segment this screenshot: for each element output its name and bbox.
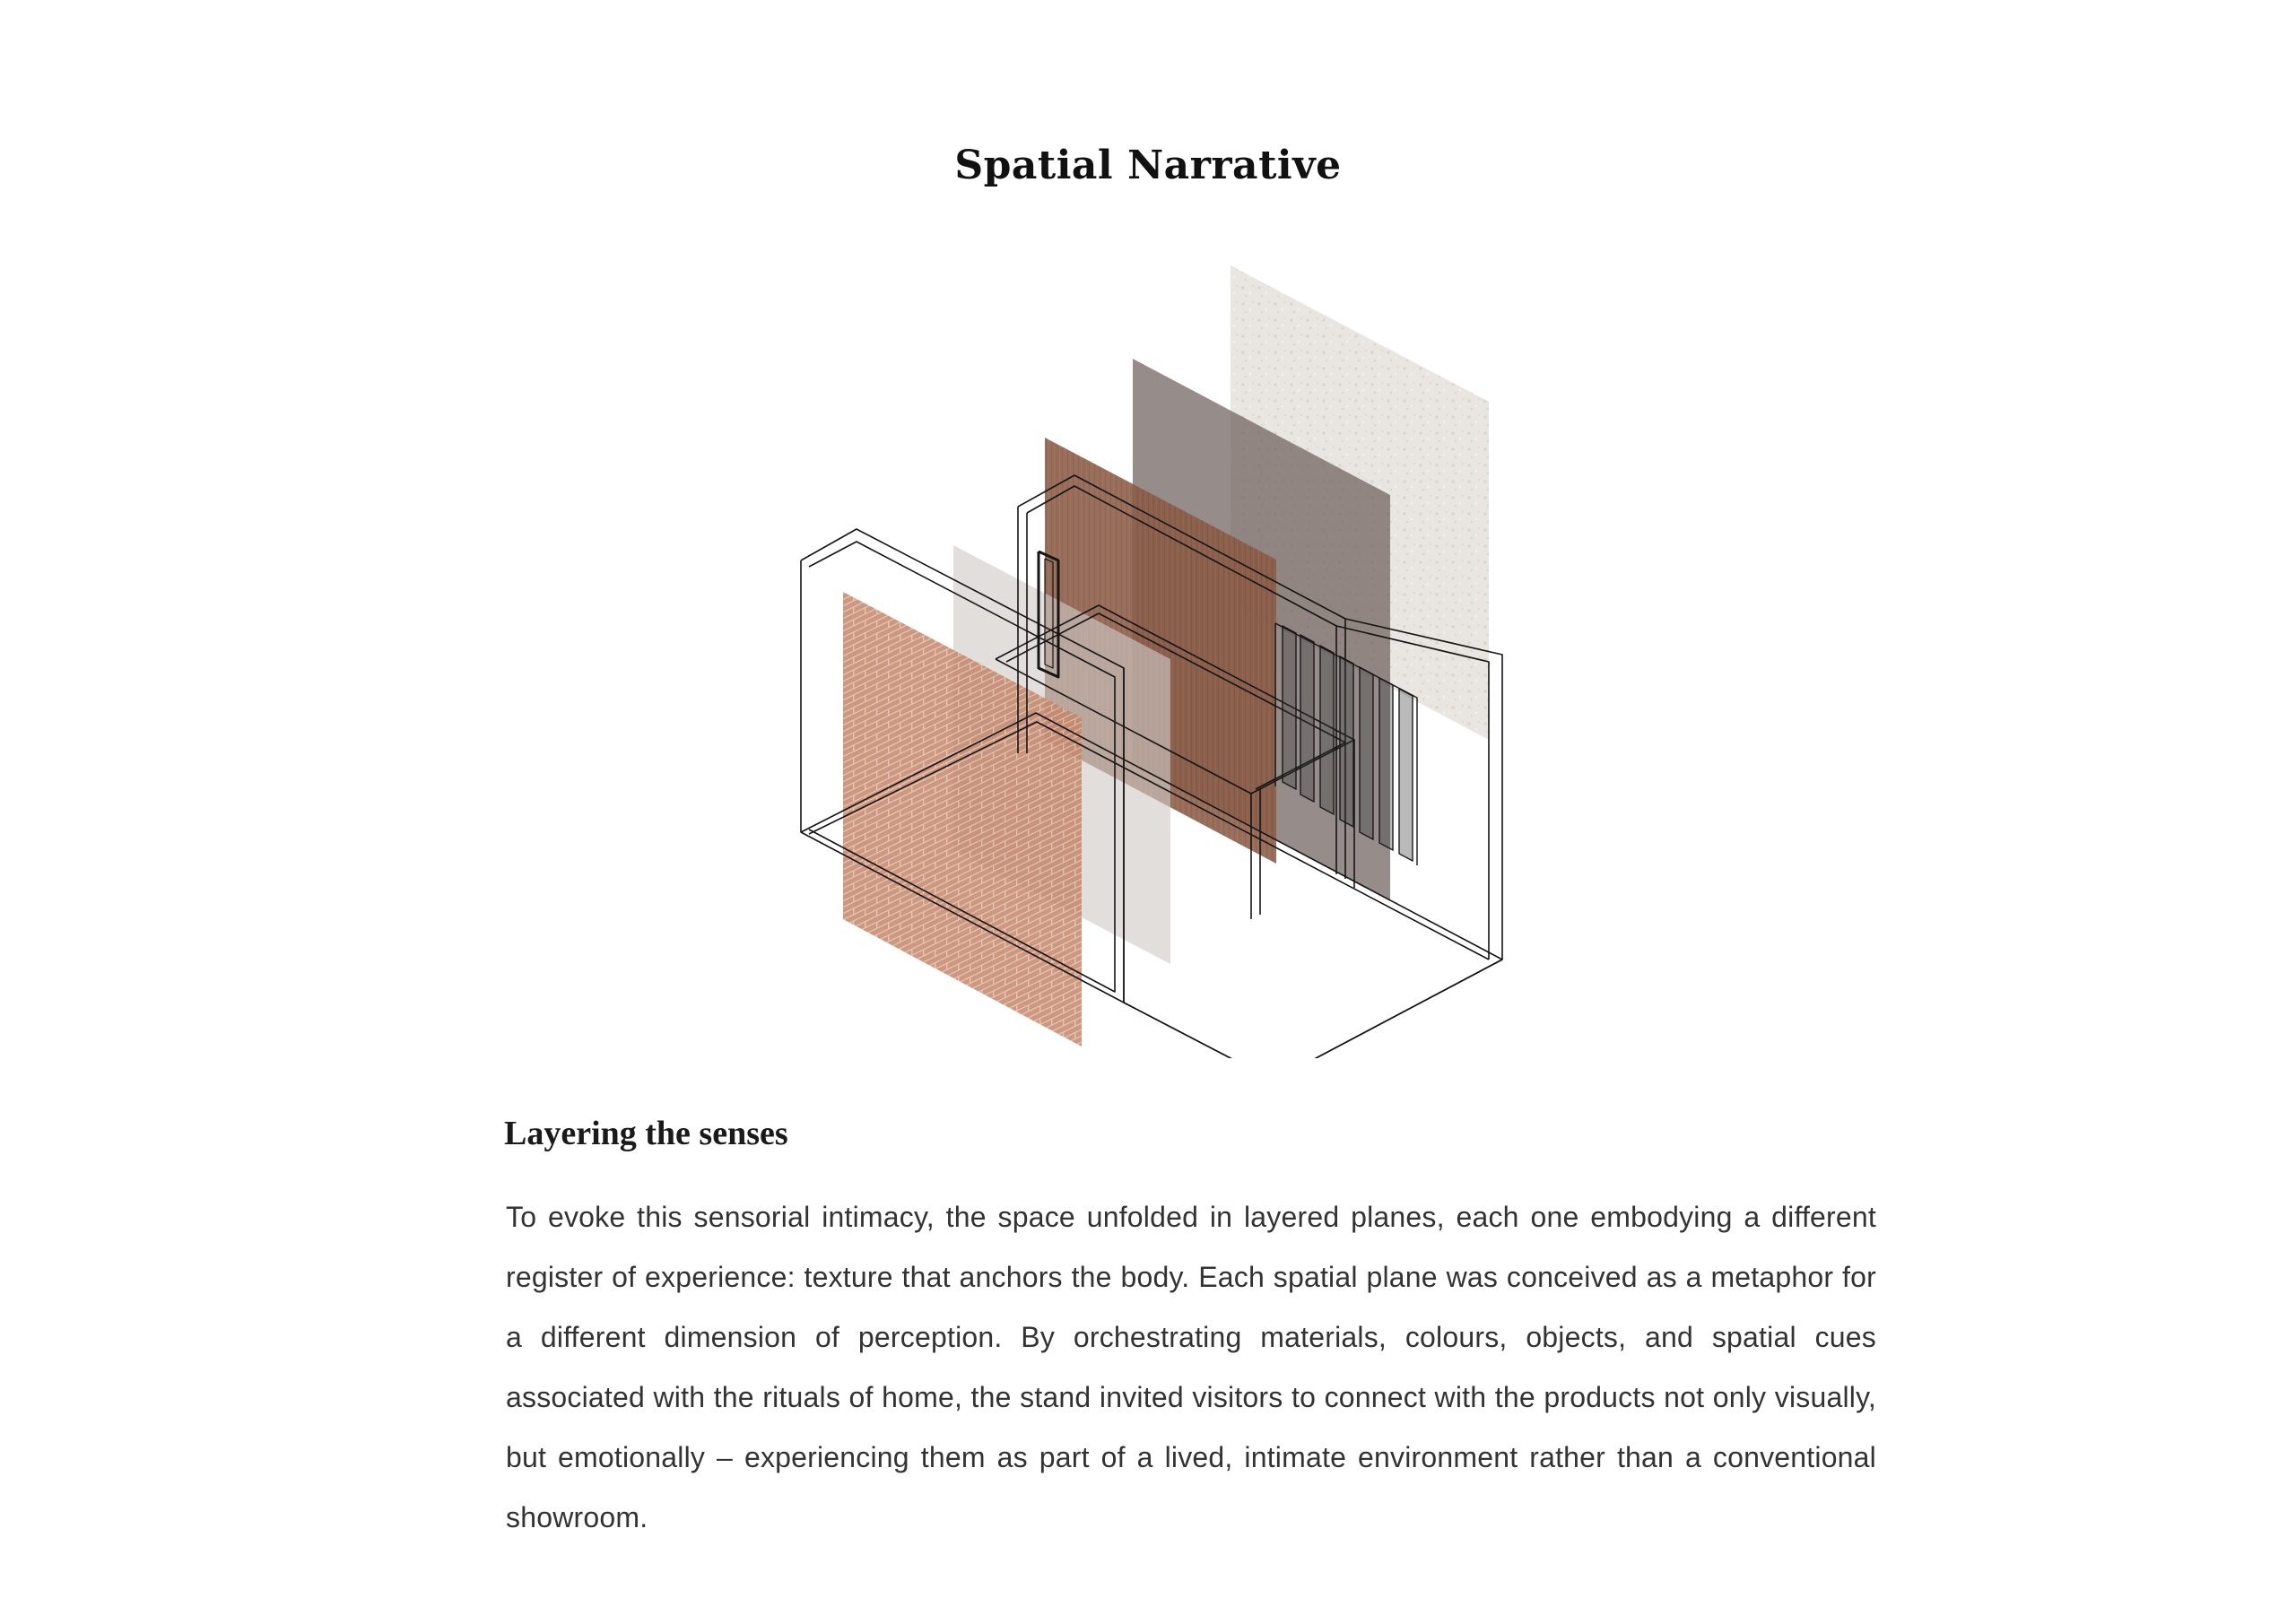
exploded-axonometric-diagram: [771, 251, 1525, 1058]
page-title: Spatial Narrative: [954, 143, 1342, 189]
section-heading: Layering the senses: [504, 1114, 788, 1152]
body-paragraph: To evoke this sensorial intimacy, the space unfolded in layered planes, each one embodying a different register of experience: texture that anchors the body. Each spatial plane was conceived as a metaphor for a different dimension of perception. By orchestrating materials, colours, objects, and spatial cues associated with the rituals of home, the stand invited visitors to connect with the products not only visually, but emotionally – experiencing them as part of a lived, intimate environment rather than a conventional showroom.: [506, 1201, 1876, 1533]
